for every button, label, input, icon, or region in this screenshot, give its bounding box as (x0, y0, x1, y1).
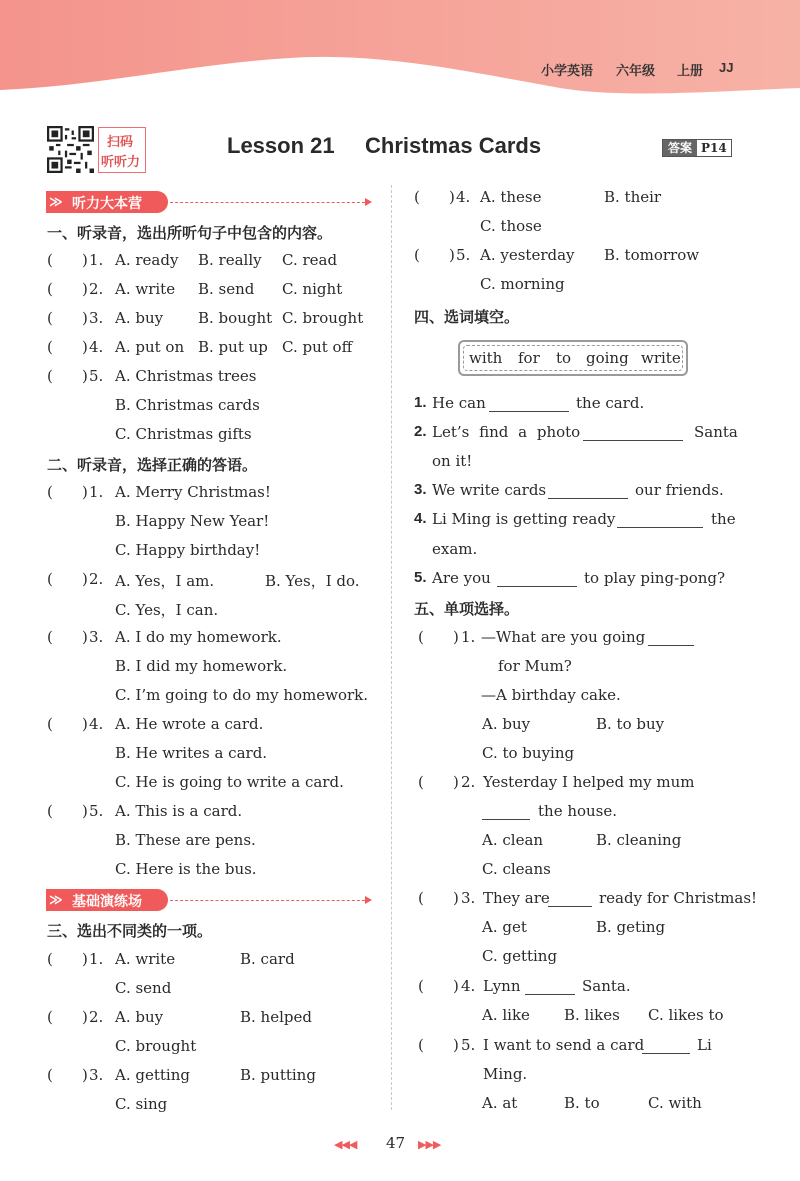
s5-answer-slot[interactable] (426, 1036, 452, 1054)
option-c: C. morning (480, 275, 565, 293)
option-c: C. brought (282, 309, 364, 327)
header-band (0, 0, 800, 115)
option-b: B. These are pens. (115, 831, 256, 849)
option-a: A. write (115, 950, 176, 968)
s2-answer-slot[interactable] (55, 483, 81, 501)
option-a: A. at (482, 1094, 518, 1112)
answer-page: P14 (701, 141, 727, 155)
qr-caption-box (98, 127, 146, 173)
listening-tag-line (170, 202, 370, 203)
option-b: B. send (198, 280, 255, 298)
section1-heading: 一、听录音，选出所听句子中包含的内容。 (47, 224, 333, 242)
fill-blank[interactable] (525, 980, 575, 995)
fill-blank[interactable] (583, 426, 683, 441)
option-c: C. send (115, 979, 172, 997)
option-c: C. read (282, 251, 338, 269)
option-c: C. Yes，I can. (115, 601, 219, 619)
word-bank-item: for (518, 349, 540, 367)
option-a: A. He wrote a card. (115, 715, 264, 733)
word-bank-item: going (586, 349, 629, 367)
practice-tag-line (170, 900, 370, 901)
option-a: A. clean (482, 831, 544, 849)
option-a: A. like (482, 1006, 530, 1024)
answer-label: 答案 (663, 140, 697, 156)
option-a: A. buy (115, 309, 164, 327)
s1-answer-slot[interactable] (55, 367, 81, 385)
option-b: B. put up (198, 338, 268, 356)
word-bank-item: with (469, 349, 503, 367)
option-b: B. putting (240, 1066, 316, 1084)
qr-code-icon[interactable] (47, 126, 94, 173)
s3-answer-slot[interactable] (55, 1008, 81, 1026)
option-c: C. getting (482, 947, 558, 965)
section5-heading: 五、单项选择。 (414, 600, 520, 618)
s2-answer-slot[interactable] (55, 628, 81, 646)
option-c: C. night (282, 280, 343, 298)
option-b: B. likes (564, 1006, 620, 1024)
option-c: C. put off (282, 338, 353, 356)
header-grade: 六年级 (616, 64, 656, 79)
header-edition: JJ (719, 60, 734, 75)
header-volume: 上册 (677, 64, 704, 79)
s2-answer-slot[interactable] (55, 802, 81, 820)
prev-arrows-icon: ◀◀◀ (334, 1138, 357, 1151)
word-bank-item: to (556, 349, 572, 367)
s1-answer-slot[interactable] (55, 251, 81, 269)
s5-answer-slot[interactable] (426, 977, 452, 995)
fill-blank[interactable] (497, 572, 577, 587)
option-c: C. sing (115, 1095, 168, 1113)
s2-answer-slot[interactable] (55, 715, 81, 733)
option-b: B. card (240, 950, 295, 968)
option-a: A. Merry Christmas! (115, 483, 271, 501)
option-c: C. cleans (482, 860, 551, 878)
fill-blank[interactable] (548, 484, 628, 499)
option-a: A. This is a card. (115, 802, 243, 820)
option-a: A. ready (115, 251, 179, 269)
qr-caption-line1: 扫码 (107, 135, 134, 150)
s1-answer-slot[interactable] (55, 309, 81, 327)
section3-heading: 三、选出不同类的一项。 (47, 922, 213, 940)
option-b: B. to (564, 1094, 600, 1112)
fill-blank[interactable] (617, 513, 703, 528)
s5-answer-slot[interactable] (426, 889, 452, 907)
section4-heading: 四、选词填空。 (414, 308, 520, 326)
s1-answer-slot[interactable] (55, 338, 81, 356)
option-a: A. Yes，I am. (115, 572, 215, 590)
option-a: A. get (482, 918, 527, 936)
option-c: C. to buying (482, 744, 575, 762)
lesson-title: Christmas Cards (365, 133, 542, 158)
fill-blank[interactable] (648, 631, 694, 646)
s2-answer-slot[interactable] (55, 570, 81, 588)
option-a: A. Christmas trees (115, 367, 257, 385)
fill-blank[interactable] (489, 397, 569, 412)
option-b: B. He writes a card. (115, 744, 268, 762)
lesson-number: Lesson 21 (227, 133, 335, 158)
practice-section-tag: ≫ 基础演练场 (46, 889, 174, 911)
fill-blank[interactable] (482, 805, 530, 820)
option-b: B. their (604, 188, 662, 206)
listening-section-tag: ≫ 听力大本营 (46, 191, 174, 213)
option-a: A. buy (482, 715, 531, 733)
option-c: C. I’m going to do my homework. (115, 686, 369, 704)
page-number: 47 (386, 1134, 406, 1152)
option-b: B. tomorrow (604, 246, 700, 264)
column-divider (391, 185, 392, 1110)
option-a: A. I do my homework. (115, 628, 282, 646)
option-c: C. with (648, 1094, 702, 1112)
option-c: C. brought (115, 1037, 197, 1055)
option-c: C. those (480, 217, 542, 235)
option-c: C. Happy birthday! (115, 541, 261, 559)
s3-answer-slot[interactable] (422, 188, 448, 206)
option-a: A. these (480, 188, 542, 206)
option-c: C. Here is the bus. (115, 860, 257, 878)
s3-answer-slot[interactable] (422, 246, 448, 264)
option-b: B. really (198, 251, 262, 269)
s5-answer-slot[interactable] (426, 628, 452, 646)
option-b: B. Happy New Year! (115, 512, 270, 530)
next-arrows-icon: ▶▶▶ (418, 1138, 441, 1151)
header-series: 小学英语 (541, 64, 594, 79)
option-b: B. geting (596, 918, 666, 936)
word-bank-item: write (641, 349, 681, 367)
fill-blank[interactable] (548, 892, 592, 907)
option-b: B. to buy (596, 715, 665, 733)
option-b: B. bought (198, 309, 273, 327)
option-b: B. Yes，I do. (265, 572, 360, 590)
s3-answer-slot[interactable] (55, 950, 81, 968)
option-a: A. write (115, 280, 176, 298)
option-a: A. put on (115, 338, 185, 356)
s3-answer-slot[interactable] (55, 1066, 81, 1084)
option-c: C. likes to (648, 1006, 724, 1024)
s1-answer-slot[interactable] (55, 280, 81, 298)
option-a: A. yesterday (480, 246, 575, 264)
option-a: A. getting (115, 1066, 190, 1084)
option-b: B. Christmas cards (115, 396, 260, 414)
option-a: A. buy (115, 1008, 164, 1026)
option-c: C. He is going to write a card. (115, 773, 344, 791)
fill-blank[interactable] (642, 1039, 690, 1054)
option-b: B. cleaning (596, 831, 682, 849)
option-b: B. helped (240, 1008, 312, 1026)
option-b: B. I did my homework. (115, 657, 288, 675)
qr-caption-line2: 听听力 (101, 155, 141, 170)
option-c: C. Christmas gifts (115, 425, 252, 443)
s5-answer-slot[interactable] (426, 773, 452, 791)
answer-reference (662, 139, 732, 157)
section2-heading: 二、听录音，选择正确的答语。 (47, 456, 258, 474)
